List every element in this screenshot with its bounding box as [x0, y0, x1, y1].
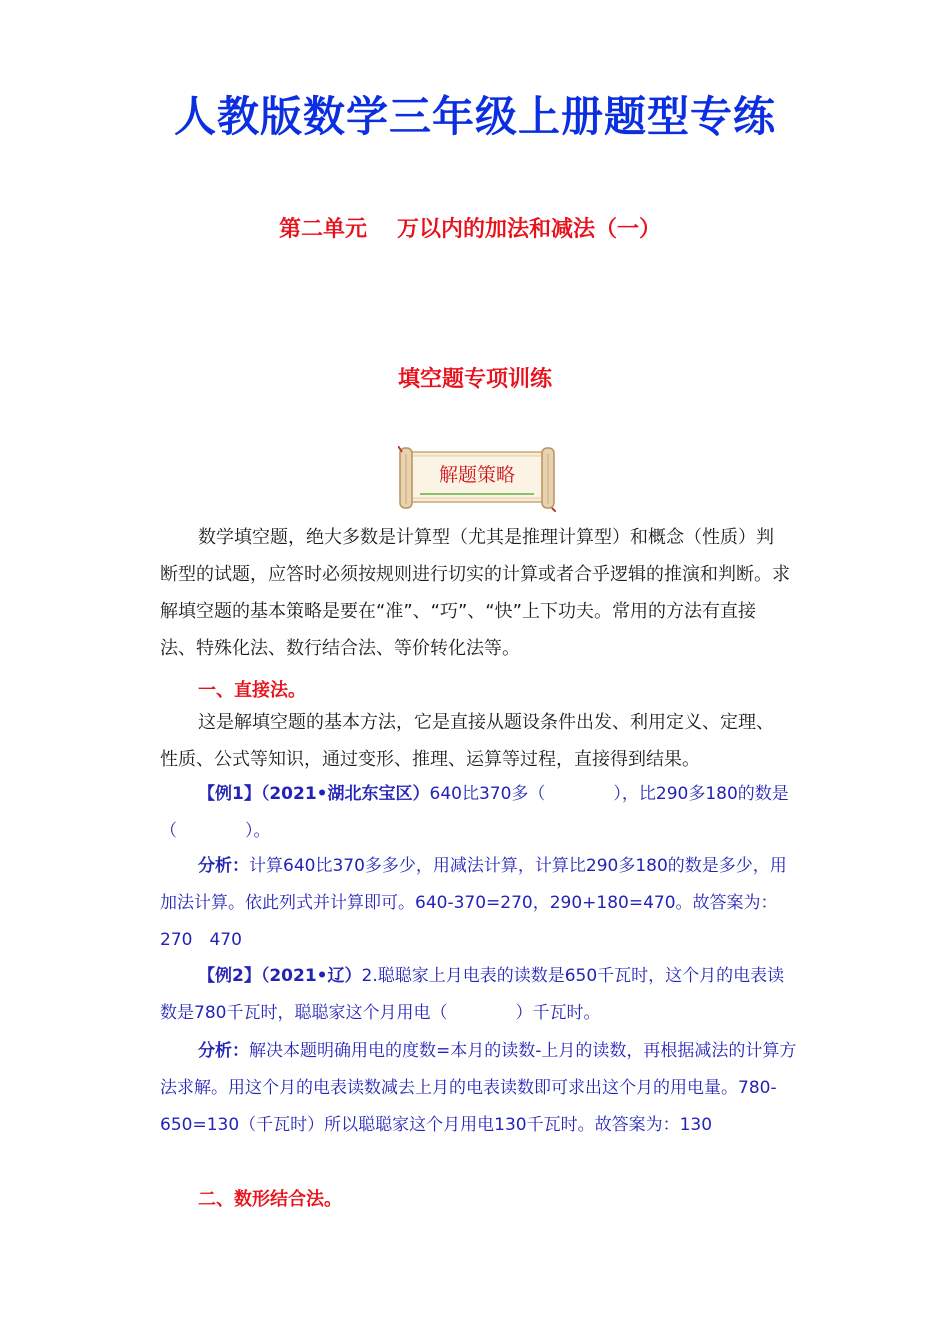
document-title: 人教版数学三年级上册题型专练: [173, 92, 776, 141]
example1-analysis: [160, 848, 800, 959]
method1-paragraph: 这是解填空题的基本方法，它是直接从题设条件出发、利用定义、定理、性质、公式等知识，通过变形、推理、运算等过程，直接得到结果。: [160, 712, 774, 770]
example1-tag: 【例1】（2021•湖北东宝区）: [198, 784, 430, 804]
unit-number: 第二单元: [278, 217, 367, 242]
example2-tag: 【例2】（2021•辽）: [198, 966, 362, 986]
example2-text: 2.聪聪家上月电表的读数是650千瓦时，这个月的电表读数是780千瓦时，聪聪家这个月用电（ ）千瓦时。: [160, 966, 785, 1023]
method1-heading: 一、直接法。: [198, 680, 306, 701]
example1-analysis-label: 分析：: [198, 856, 249, 876]
intro-paragraph: 数学填空题，绝大多数是计算型（尤其是推理计算型）和概念（性质）判断型的试题，应答时必须按规则进行切实的计算或者合乎逻辑的推演和判断。求解填空题的基本策略是要在“准”、“巧”、“快”上下功夫。常用的方法有直接法、特殊化法、数行结合法、等价转化法等。: [160, 527, 790, 659]
example1-text: 640比370多（ ），比290多180的数是（ ）。: [160, 784, 789, 841]
unit-title: [0, 212, 940, 243]
example2-analysis-label: 分析：: [198, 1041, 249, 1061]
example2-analysis-text: 解决本题明确用电的度数=本月的读数-上月的读数，再根据减法的计算方法求解。用这个月的电表读数减去上月的电表读数即可求出这个月的用电量。780-650=130（千瓦时）所以聪聪家这个月用电130千瓦时。故答案为：130: [160, 1041, 797, 1135]
unit-topic: 万以内的加法和减法（一）: [397, 217, 662, 242]
section-title: 填空题专项训练: [397, 367, 552, 392]
method2-heading: 二、数形结合法。: [198, 1189, 342, 1210]
banner-label: 解题策略: [438, 464, 515, 486]
example2-analysis: [160, 1033, 800, 1144]
strategy-banner: [398, 446, 556, 512]
example2-question: [160, 958, 800, 1032]
example1-question: [160, 776, 800, 850]
example1-analysis-text: 计算640比370多多少，用减法计算，计算比290多180的数是多少，用加法计算。依此列式并计算即可。640-370=270，290+180=470。故答案为：270 470: [160, 856, 787, 950]
